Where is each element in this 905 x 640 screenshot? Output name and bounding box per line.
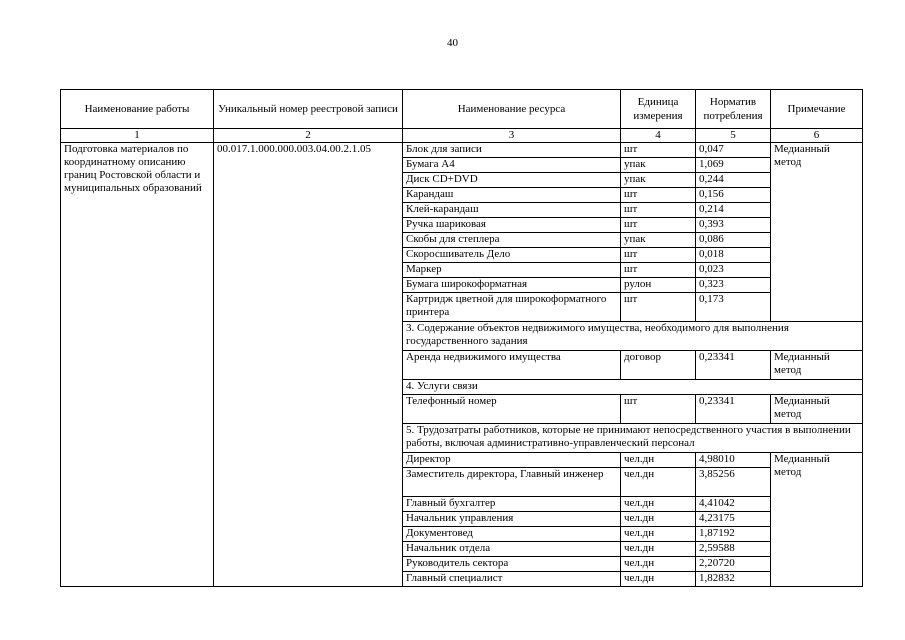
resource-name: Диск CD+DVD (403, 173, 621, 188)
resource-norm: 0,23341 (696, 395, 771, 424)
resource-norm: 2,59588 (696, 542, 771, 557)
resource-norm: 3,85256 (696, 468, 771, 497)
resource-name: Главный бухгалтер (403, 497, 621, 512)
resource-name: Скобы для степлера (403, 233, 621, 248)
resource-unit: шт (621, 143, 696, 158)
header-resource-name: Наименование ресурса (403, 90, 621, 129)
resource-name: Начальник отдела (403, 542, 621, 557)
resource-norm: 0,023 (696, 263, 771, 278)
resource-norm: 4,41042 (696, 497, 771, 512)
resource-norm: 0,047 (696, 143, 771, 158)
resource-unit: шт (621, 263, 696, 278)
header-registry-number: Уникальный номер реестровой записи (214, 90, 403, 129)
resource-unit: шт (621, 218, 696, 233)
resource-unit: шт (621, 248, 696, 263)
header-norm: Норматив потребления (696, 90, 771, 129)
note-cell: Медианный метод (771, 351, 863, 380)
resource-unit: упак (621, 233, 696, 248)
table-row (61, 143, 863, 158)
resource-unit: рулон (621, 278, 696, 293)
resource-unit: чел.дн (621, 512, 696, 527)
resource-norm: 0,086 (696, 233, 771, 248)
resource-norm: 1,069 (696, 158, 771, 173)
header-unit: Единица измерения (621, 90, 696, 129)
note-cell: Медианный метод (771, 395, 863, 424)
resource-name: Руководитель сектора (403, 557, 621, 572)
resource-name: Бумага А4 (403, 158, 621, 173)
column-number: 3 (403, 129, 621, 143)
header-row (61, 90, 863, 129)
resource-name: Директор (403, 453, 621, 468)
resource-name: Начальник управления (403, 512, 621, 527)
resource-norm: 1,82832 (696, 572, 771, 587)
section-title: 5. Трудозатраты работников, которые не принимают непосредственного участия в выполнении работы, включая административно-управленческий персонал (403, 424, 863, 453)
resource-name: Заместитель директора, Главный инженер (403, 468, 621, 497)
resource-norm: 4,98010 (696, 453, 771, 468)
header-note: Примечание (771, 90, 863, 129)
resource-name: Блок для записи (403, 143, 621, 158)
section-title: 3. Содержание объектов недвижимого имущества, необходимого для выполнения государственного задания (403, 322, 863, 351)
resource-name: Картридж цветной для широкоформатного принтера (403, 293, 621, 322)
resource-name: Аренда недвижимого имущества (403, 351, 621, 380)
resource-name: Главный специалист (403, 572, 621, 587)
page-number: 40 (447, 37, 458, 49)
registry-number-cell: 00.017.1.000.000.003.04.00.2.1.05 (214, 143, 403, 587)
resource-norm: 0,173 (696, 293, 771, 322)
resource-unit: упак (621, 173, 696, 188)
resource-unit: чел.дн (621, 572, 696, 587)
section-title: 4. Услуги связи (403, 380, 863, 395)
resource-norm: 0,214 (696, 203, 771, 218)
header-work-name: Наименование работы (61, 90, 214, 129)
column-number: 6 (771, 129, 863, 143)
resource-name: Клей-карандаш (403, 203, 621, 218)
resource-unit: шт (621, 293, 696, 322)
resource-name: Маркер (403, 263, 621, 278)
column-number: 5 (696, 129, 771, 143)
note-cell: Медианный метод (771, 143, 863, 322)
column-numbers-row (61, 129, 863, 143)
work-name-cell: Подготовка материалов по координатному описанию границ Ростовской области и муниципальных образований (61, 143, 214, 587)
note-cell: Медианный метод (771, 453, 863, 587)
resource-norm: 1,87192 (696, 527, 771, 542)
resource-unit: шт (621, 203, 696, 218)
resource-unit: чел.дн (621, 542, 696, 557)
column-number: 4 (621, 129, 696, 143)
resource-name: Телефонный номер (403, 395, 621, 424)
resource-norm: 0,018 (696, 248, 771, 263)
resource-norm: 0,23341 (696, 351, 771, 380)
resource-norm: 0,156 (696, 188, 771, 203)
resource-unit: шт (621, 188, 696, 203)
resource-unit: договор (621, 351, 696, 380)
resource-unit: чел.дн (621, 527, 696, 542)
resource-name: Скоросшиватель Дело (403, 248, 621, 263)
resource-name: Ручка шариковая (403, 218, 621, 233)
resource-norms-table (60, 89, 863, 587)
resource-unit: чел.дн (621, 453, 696, 468)
resource-norm: 4,23175 (696, 512, 771, 527)
resource-norm: 2,20720 (696, 557, 771, 572)
resource-unit: шт (621, 395, 696, 424)
column-number: 2 (214, 129, 403, 143)
resource-unit: упак (621, 158, 696, 173)
resource-norm: 0,244 (696, 173, 771, 188)
column-number: 1 (61, 129, 214, 143)
resource-name: Документовед (403, 527, 621, 542)
resource-name: Карандаш (403, 188, 621, 203)
resource-name: Бумага широкоформатная (403, 278, 621, 293)
resource-unit: чел.дн (621, 497, 696, 512)
resource-unit: чел.дн (621, 468, 696, 497)
resource-norm: 0,393 (696, 218, 771, 233)
resource-unit: чел.дн (621, 557, 696, 572)
resource-norm: 0,323 (696, 278, 771, 293)
